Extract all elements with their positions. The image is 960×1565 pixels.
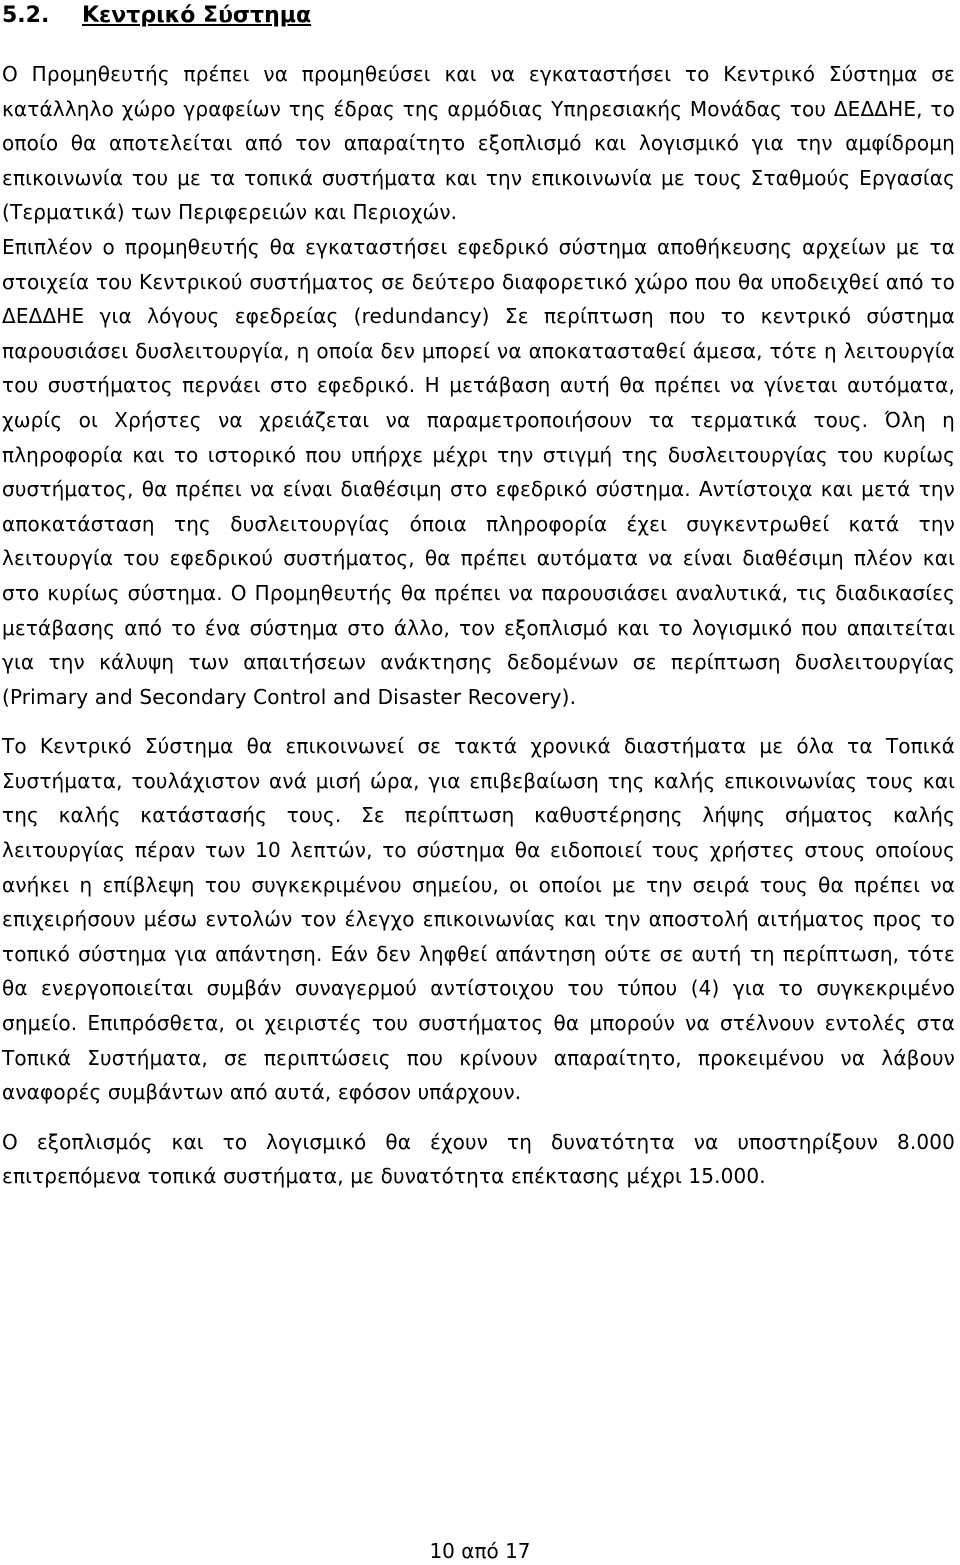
section-number: 5.2. bbox=[2, 3, 50, 28]
paragraph-capacity: Ο εξοπλισμός και το λογισμικό θα έχουν τη δυνατότητα να υποστηρίξουν 8.000 επιτρεπόμενα τοπικά συστήματα, με δυνατότητα επέκτασης μέχρι 15.000. bbox=[2, 1129, 955, 1189]
paragraph-backup-system: Επιπλέον ο προμηθευτής θα εγκαταστήσει εφεδρικό σύστημα αποθήκευσης αρχείων με τα στοιχεία του Κεντρικού συστήματος σε δεύτερο διαφορετικό χώρο που θα υποδειχθεί από το ΔΕΔΔΗΕ για λόγους εφεδρείας (redundancy) Σε περίπτωση που το κεντρικό σύστημα παρουσιάσει δυσλειτουργία, η οποία δεν μπορεί να αποκατασταθεί άμεσα, τότε η λειτουργία του συστήματος περνάει στο εφεδρικό. Η μετάβαση αυτή θα πρέπει να γίνεται αυτόματα, χωρίς οι Χρήστες να χρειάζεται να παραμετροποιήσουν τα τερματικά τους. Όλη η πληροφορία και το ιστορικό που υπήρχε μέχρι την στιγμή της δυσλειτουργίας του κυρίως συστήματος, θα πρέπει να είναι διαθέσιμη στο εφεδρικό σύστημα. Αντίστοιχα και μετά την αποκατάσταση της δυσλειτουργίας όποια πληροφορία έχει συγκεντρωθεί κατά την λειτουργία του εφεδρικού συστήματος, θα πρέπει αυτόματα να είναι διαθέσιμη πλέον και στο κυρίως σύστημα. Ο Προμηθευτής θα πρέπει να παρουσιάσει αναλυτικά, τις διαδικασίες μετάβασης από το ένα σύστημα στο άλλο, τον εξοπλισμό και το λογισμικό που απαιτείται για την κάλυψη των απαιτήσεων ανάκτησης δεδομένων σε περίπτωση δυσλειτουργίας (Primary and Secondary Control and Disaster Recovery). bbox=[2, 234, 955, 709]
section-heading bbox=[2, 0, 955, 31]
section-title: Κεντρικό Σύστημα bbox=[82, 3, 312, 28]
paragraph-central-system: Ο Προμηθευτής πρέπει να προμηθεύσει και να εγκαταστήσει το Κεντρικό Σύστημα σε κατάλληλο χώρο γραφείων της έδρας της αρμόδιας Υπηρεσιακής Μονάδας του ΔΕΔΔΗΕ, το οποίο θα αποτελείται από τον απαραίτητο εξοπλισμό και λογισμικό για την αμφίδρομη επικοινωνία του με τα τοπικά συστήματα και την επικοινωνία με τους Σταθμούς Εργασίας (Τερματικά) των Περιφερειών και Περιοχών. bbox=[2, 62, 955, 225]
document-page bbox=[2, 0, 955, 1194]
page-number: 10 από 17 bbox=[429, 1539, 531, 1563]
paragraph-communication: Το Κεντρικό Σύστημα θα επικοινωνεί σε τακτά χρονικά διαστήματα με όλα τα Τοπικά Συστήματα, τουλάχιστον ανά μισή ώρα, για επιβεβαίωση της καλής επικοινωνίας τους και της καλής κατάστασής τους. Σε περίπτωση καθυστέρησης λήψης σήματος καλής λειτουργίας πέραν των 10 λεπτών, το σύστημα θα ειδοποιεί τους χρήστες στους οποίους ανήκει η επίβλεψη του συγκεκριμένου σημείου, οι οποίοι με την σειρά τους θα πρέπει να επιχειρήσουν μέσω εντολών τον έλεγχο επικοινωνίας και την αποστολή αιτήματος προς το τοπικό σύστημα για απάντηση. Εάν δεν ληφθεί απάντηση ούτε σε αυτή τη περίπτωση, τότε θα ενεργοποιείται συμβάν συναγερμού αντίστοιχου του τύπου (4) για το συγκεκριμένο σημείο. Επιπρόσθετα, οι χειριστές του συστήματος θα μπορούν να στέλνουν εντολές στα Τοπικά Συστήματα, σε περιπτώσεις που κρίνουν απαραίτητο, προκειμένου να λάβουν αναφορές συμβάντων από αυτά, εφόσον υπάρχουν. bbox=[2, 734, 955, 1105]
